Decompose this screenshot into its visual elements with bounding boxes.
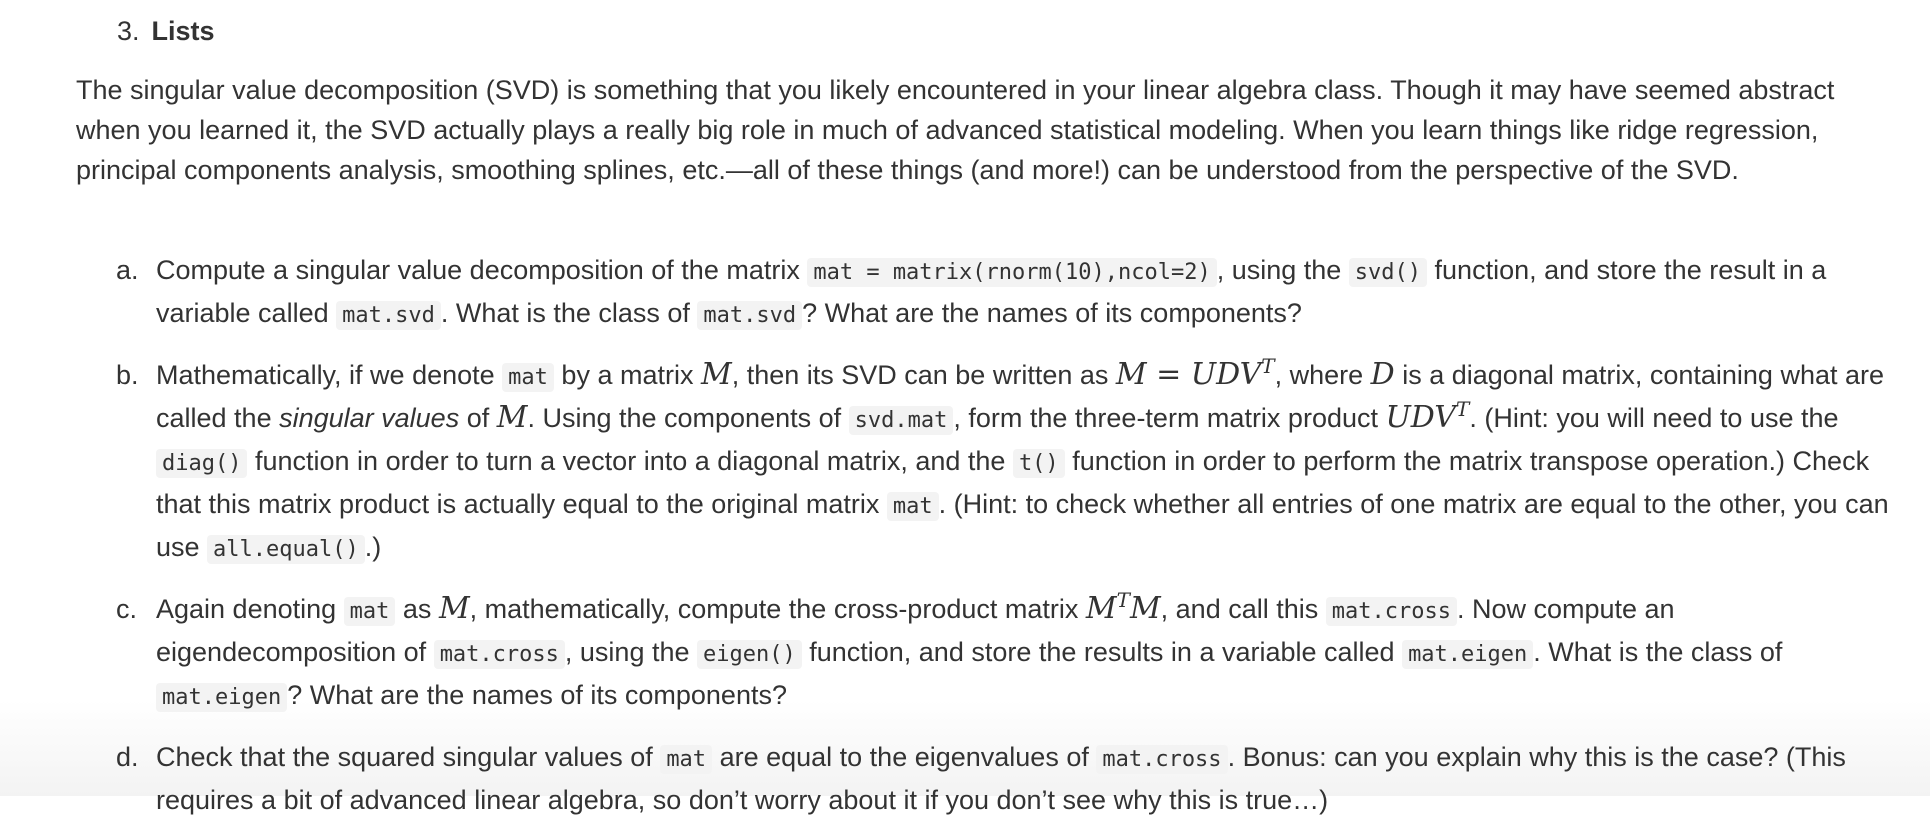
exercise-item-b xyxy=(76,355,1896,570)
text: .) xyxy=(364,532,382,562)
text: . Now compute an eigendecomposition of xyxy=(156,594,1675,667)
code-inline: diag() xyxy=(156,449,247,478)
math-symbol: D xyxy=(1370,357,1395,392)
text: , using the xyxy=(1216,255,1349,285)
text: function, and store the result in a variable called xyxy=(156,255,1827,328)
text: function in order to turn a vector into a diagonal matrix, and the xyxy=(247,446,1013,476)
code-inline: mat.svd xyxy=(697,301,802,330)
text: . Using the components of xyxy=(527,403,849,433)
item-marker: a. xyxy=(116,255,139,285)
text: Compute a singular value decomposition of the matrix xyxy=(156,255,808,285)
code-inline: mat xyxy=(660,745,712,774)
text: of xyxy=(459,403,497,433)
section-number: 3. xyxy=(117,16,140,46)
math-superscript: T xyxy=(1116,588,1130,612)
code-inline: all.equal() xyxy=(207,535,365,564)
code-inline: mat xyxy=(887,492,939,521)
math-expression xyxy=(1385,397,1470,435)
code-inline: mat.svd xyxy=(336,301,441,330)
text: Mathematically, if we denote xyxy=(156,360,503,390)
emphasis-text: singular values xyxy=(279,403,460,433)
text: ? What are the names of its components? xyxy=(287,680,787,710)
math-symbol: M xyxy=(438,591,470,626)
math-base: UDV xyxy=(1385,400,1456,435)
text: Check that the squared singular values of xyxy=(156,742,661,772)
math-expression xyxy=(1085,588,1161,626)
math-expression xyxy=(1115,354,1275,392)
text: . What is the class of xyxy=(1533,637,1783,667)
text: , where xyxy=(1274,360,1371,390)
code-inline: mat = matrix(rnorm(10),ncol=2) xyxy=(807,258,1216,287)
item-marker: c. xyxy=(116,594,138,624)
code-inline: eigen() xyxy=(697,640,802,669)
text: , form the three-term matrix product xyxy=(953,403,1386,433)
exercise-item-c xyxy=(76,589,1896,718)
text: function, and store the results in a variable called xyxy=(801,637,1403,667)
text: . (Hint: you will need to use the xyxy=(1469,403,1839,433)
code-inline: svd.mat xyxy=(849,406,954,435)
code-inline: mat xyxy=(502,363,554,392)
math-base: M xyxy=(1085,591,1117,626)
math-superscript: T xyxy=(1455,397,1470,421)
text: as xyxy=(395,594,439,624)
text: are equal to the eigenvalues of xyxy=(712,742,1097,772)
code-inline: mat.cross xyxy=(1326,597,1457,626)
item-marker: d. xyxy=(116,742,139,772)
text: , mathematically, compute the cross-product matrix xyxy=(469,594,1086,624)
text: by a matrix xyxy=(553,360,701,390)
intro-paragraph: The singular value decomposition (SVD) is something that you likely encountered in your linear algebra class. Though it may have seemed abstract when you learned it, the SVD actually plays a really big role in much of advanced statistical modeling. When you learn things like ridge regression, principal components analysis, smoothing splines, etc.—all of these things (and more!) can be understood from the perspective of the SVD. xyxy=(76,75,1835,185)
exercise-item-d xyxy=(76,737,1896,820)
text: . Bonus: can you explain why this is the case? (This requires a bit of advanced linear algebra, so don’t worry about it if you don’t see why this is true…) xyxy=(156,742,1846,815)
code-inline: mat.cross xyxy=(434,640,565,669)
text: , and call this xyxy=(1160,594,1326,624)
math-symbol: M xyxy=(496,400,528,435)
math-base: M xyxy=(1129,591,1161,626)
code-inline: t() xyxy=(1013,449,1065,478)
code-inline: mat xyxy=(344,597,396,626)
code-inline: svd() xyxy=(1349,258,1427,287)
math-symbol: M xyxy=(700,357,732,392)
section-title: Lists xyxy=(151,16,215,46)
section-heading xyxy=(117,12,215,50)
code-inline: mat.eigen xyxy=(1402,640,1533,669)
math-base: M = UDV xyxy=(1115,357,1262,392)
code-inline: mat.cross xyxy=(1096,745,1227,774)
exercise-list xyxy=(76,250,1896,839)
text: , then its SVD can be written as xyxy=(731,360,1116,390)
text: function in order to perform the matrix transpose operation.) Check that this matrix product is actually equal to the original matrix xyxy=(156,446,1870,519)
code-inline: mat.eigen xyxy=(156,683,287,712)
item-marker: b. xyxy=(116,360,139,390)
text: ? What are the names of its components? xyxy=(802,298,1302,328)
exercise-item-a xyxy=(76,250,1896,336)
text: is a diagonal matrix, containing what are called the xyxy=(156,360,1885,433)
math-superscript: T xyxy=(1261,354,1275,378)
text: . (Hint: to check whether all entries of one matrix are equal to the other, you can use xyxy=(156,489,1889,562)
text: , using the xyxy=(564,637,697,667)
text: . What is the class of xyxy=(440,298,698,328)
text: Again denoting xyxy=(156,594,344,624)
